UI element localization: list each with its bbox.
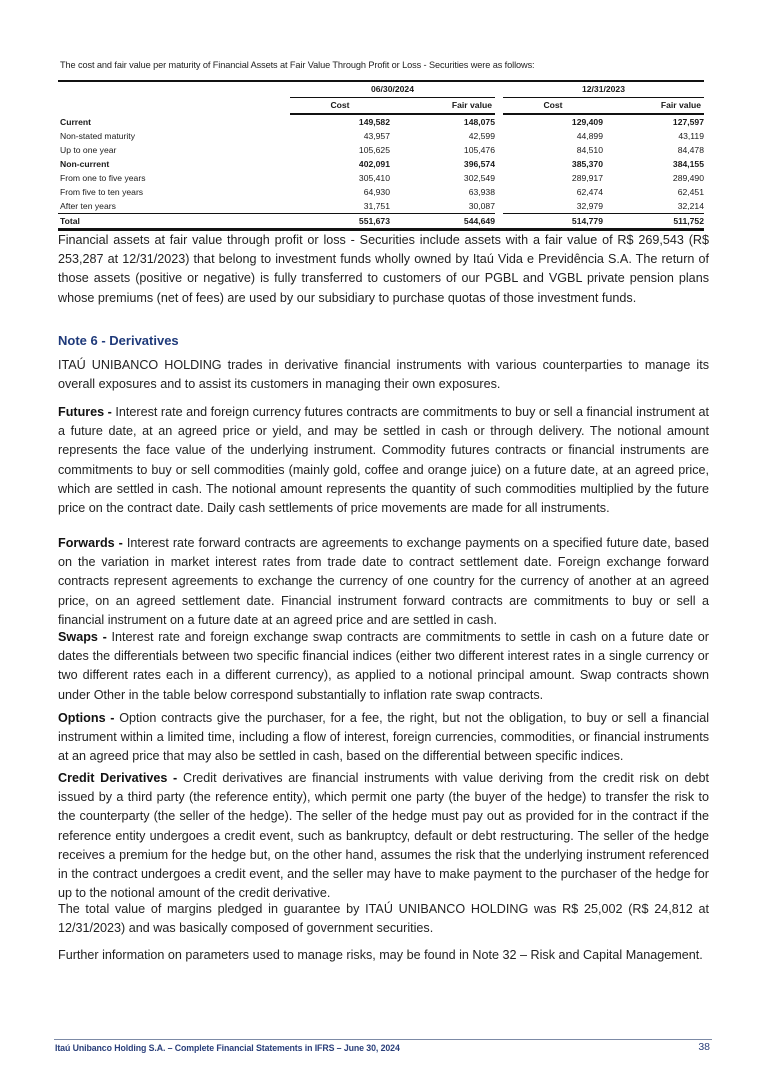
row-label: From five to ten years — [60, 187, 144, 197]
forwards-paragraph — [58, 534, 709, 630]
row-label: From one to five years — [60, 173, 146, 183]
period-header-2: 12/31/2023 — [503, 82, 704, 98]
cell-value: 30,087 — [468, 201, 495, 211]
cell-value: 305,410 — [358, 173, 390, 183]
options-paragraph — [58, 709, 709, 767]
cell-value: 551,673 — [290, 214, 390, 230]
table-row — [58, 143, 704, 157]
table-row — [58, 185, 704, 199]
note-heading: Note 6 - Derivatives — [58, 333, 179, 348]
cell-value: 385,370 — [571, 159, 603, 169]
cell-value: 44,899 — [576, 131, 603, 141]
forwards-label: Forwards - — [58, 536, 123, 550]
credit-derivatives-paragraph — [58, 769, 709, 903]
cell-value: 148,075 — [463, 117, 495, 127]
cell-value: 396,574 — [463, 159, 495, 169]
row-label: Total — [58, 214, 290, 230]
derivatives-intro-paragraph: ITAÚ UNIBANCO HOLDING trades in derivative financial instruments with various counterparties to manage its overall exposures and to assist its customers in managing their own exposures. — [58, 358, 709, 392]
cell-value: 105,625 — [358, 145, 390, 155]
table-row — [58, 157, 704, 171]
cell-value: 105,476 — [463, 145, 495, 155]
row-label: Current — [60, 116, 92, 127]
column-header-cost-2024: Cost — [290, 98, 390, 115]
cell-value: 64,930 — [363, 187, 390, 197]
table-row — [58, 171, 704, 185]
cell-value: 289,490 — [672, 173, 704, 183]
table-row — [58, 114, 704, 129]
period-header-1: 06/30/2024 — [290, 82, 495, 98]
page-number: 38 — [698, 1041, 710, 1053]
column-header-cost-2023: Cost — [503, 98, 603, 115]
cell-value: 62,474 — [576, 187, 603, 197]
options-text: Option contracts give the purchaser, for a fee, the right, but not the obligation, to buy or sell a financial instrument within a limited time, including a flow of interest, foreign currencies, commodities, or financial instruments at an agreed price that may also be settled in cash, based on the differential between specific indices. — [58, 711, 709, 764]
cell-value: 384,155 — [672, 159, 704, 169]
futures-paragraph — [58, 403, 709, 518]
cell-value: 402,091 — [358, 159, 390, 169]
swaps-label: Swaps - — [58, 630, 107, 644]
cell-value: 63,938 — [468, 187, 495, 197]
footer-divider — [54, 1039, 712, 1040]
period-header-row — [58, 82, 704, 98]
securities-maturity-table — [58, 80, 704, 231]
cell-value: 62,451 — [677, 187, 704, 197]
swaps-paragraph — [58, 628, 709, 705]
cell-value: 42,599 — [468, 131, 495, 141]
cell-value: 31,751 — [363, 201, 390, 211]
cell-value: 43,957 — [363, 131, 390, 141]
swaps-text: Interest rate and foreign exchange swap contracts are commitments to settle in cash on a future date or dates the differentials between two specific financial indices (either two different interest rates in a single currency or two different rates each in a different currency), as applied to a notional principal amount. Swap contracts shown under Other in the table below correspond substantially to inflation rate swap contracts. — [58, 630, 709, 702]
credit-derivatives-label: Credit Derivatives - — [58, 771, 178, 785]
column-header-fair-value-2023: Fair value — [603, 98, 704, 115]
table-total-row — [58, 214, 704, 230]
fvtpl-paragraph: Financial assets at fair value through profit or loss - Securities include assets with a fair value of R$ 269,543 (R$ 253,287 at 12/31/2023) that belong to investment funds wholly owned by Itaú Vida e Previdência S.A. The return of those assets (positive or negative) is fully transferred to customers of our PGBL and VGBL private pension plans whose premiums (net of fees) are used by our subsidiary to purchase quotas of those investment funds. — [58, 233, 709, 305]
footer-title: Itaú Unibanco Holding S.A. – Complete Financial Statements in IFRS – June 30, 2024 — [55, 1043, 400, 1053]
margins-paragraph: The total value of margins pledged in guarantee by ITAÚ UNIBANCO HOLDING was R$ 25,002 (R$ 24,812 at 12/31/2023) and was basically composed of government securities. — [58, 902, 709, 936]
cell-value: 511,752 — [603, 214, 704, 230]
cell-value: 302,549 — [463, 173, 495, 183]
table-row — [58, 129, 704, 143]
cell-value: 84,510 — [576, 145, 603, 155]
forwards-text: Interest rate forward contracts are agreements to exchange payments on a specified future date, based on the variation in market interest rates from trade date to contract settlement date. Foreign exchange forward contracts represent agreements to exchange the currency of one country for the currency of another at an agreed price, on an agreed settlement date. Financial instrument forward contracts are commitments to buy or sell a financial instrument on a future date at an agreed price and are settled in cash. — [58, 536, 709, 627]
cell-value: 544,649 — [390, 214, 495, 230]
table-row — [58, 199, 704, 214]
cell-value: 32,979 — [576, 201, 603, 211]
column-header-fair-value-2024: Fair value — [390, 98, 495, 115]
row-label: Up to one year — [60, 145, 117, 155]
cell-value: 514,779 — [503, 214, 603, 230]
column-header-row — [58, 98, 704, 115]
options-label: Options - — [58, 711, 115, 725]
futures-label: Futures - — [58, 405, 112, 419]
further-info-paragraph: Further information on parameters used to manage risks, may be found in Note 32 – Risk and Capital Management. — [58, 948, 703, 962]
cell-value: 149,582 — [358, 117, 390, 127]
row-label: After ten years — [60, 201, 116, 211]
cell-value: 289,917 — [571, 173, 603, 183]
cell-value: 32,214 — [677, 201, 704, 211]
cell-value: 43,119 — [678, 131, 704, 141]
credit-derivatives-text: Credit derivatives are financial instruments with value deriving from the credit risk on debt issued by a third party (the reference entity), which permit one party (the buyer of the hedge) to transfer the risk to the counterparty (the seller of the hedge). The seller of the hedge must pay out as provided for in the contract if the reference entity undergoes a credit event, such as bankruptcy, default or debt restructuring. The seller of the hedge receives a premium for the hedge but, on the other hand, assumes the risk that the underlying instrument referenced in the contract undergoes a credit event, and the seller may have to make payment to the purchaser of the hedge for up to the notional amount of the credit derivative. — [58, 771, 709, 901]
row-label: Non-stated maturity — [60, 131, 135, 141]
row-label: Non-current — [60, 159, 110, 169]
table-intro-text: The cost and fair value per maturity of Financial Assets at Fair Value Through Profit or Loss - Securities were as follows: — [60, 60, 535, 70]
futures-text: Interest rate and foreign currency futures contracts are commitments to buy or sell a financial instrument at a future date, at an agreed price or yield, and may be settled in cash or through delivery. The notional amount represents the face value of the underlying instrument. Commodity futures contracts or financial instruments are commitments to buy or sell commodities (mainly gold, coffee and orange juice) on a future date, at an agreed price, which are settled in cash. The notional amount represents the quantity of such commodities multiplied by the future price on the contract date. Daily cash settlements of price movements are made for all instruments. — [58, 405, 710, 516]
cell-value: 84,478 — [677, 145, 704, 155]
cell-value: 127,597 — [672, 117, 704, 127]
cell-value: 129,409 — [571, 117, 603, 127]
